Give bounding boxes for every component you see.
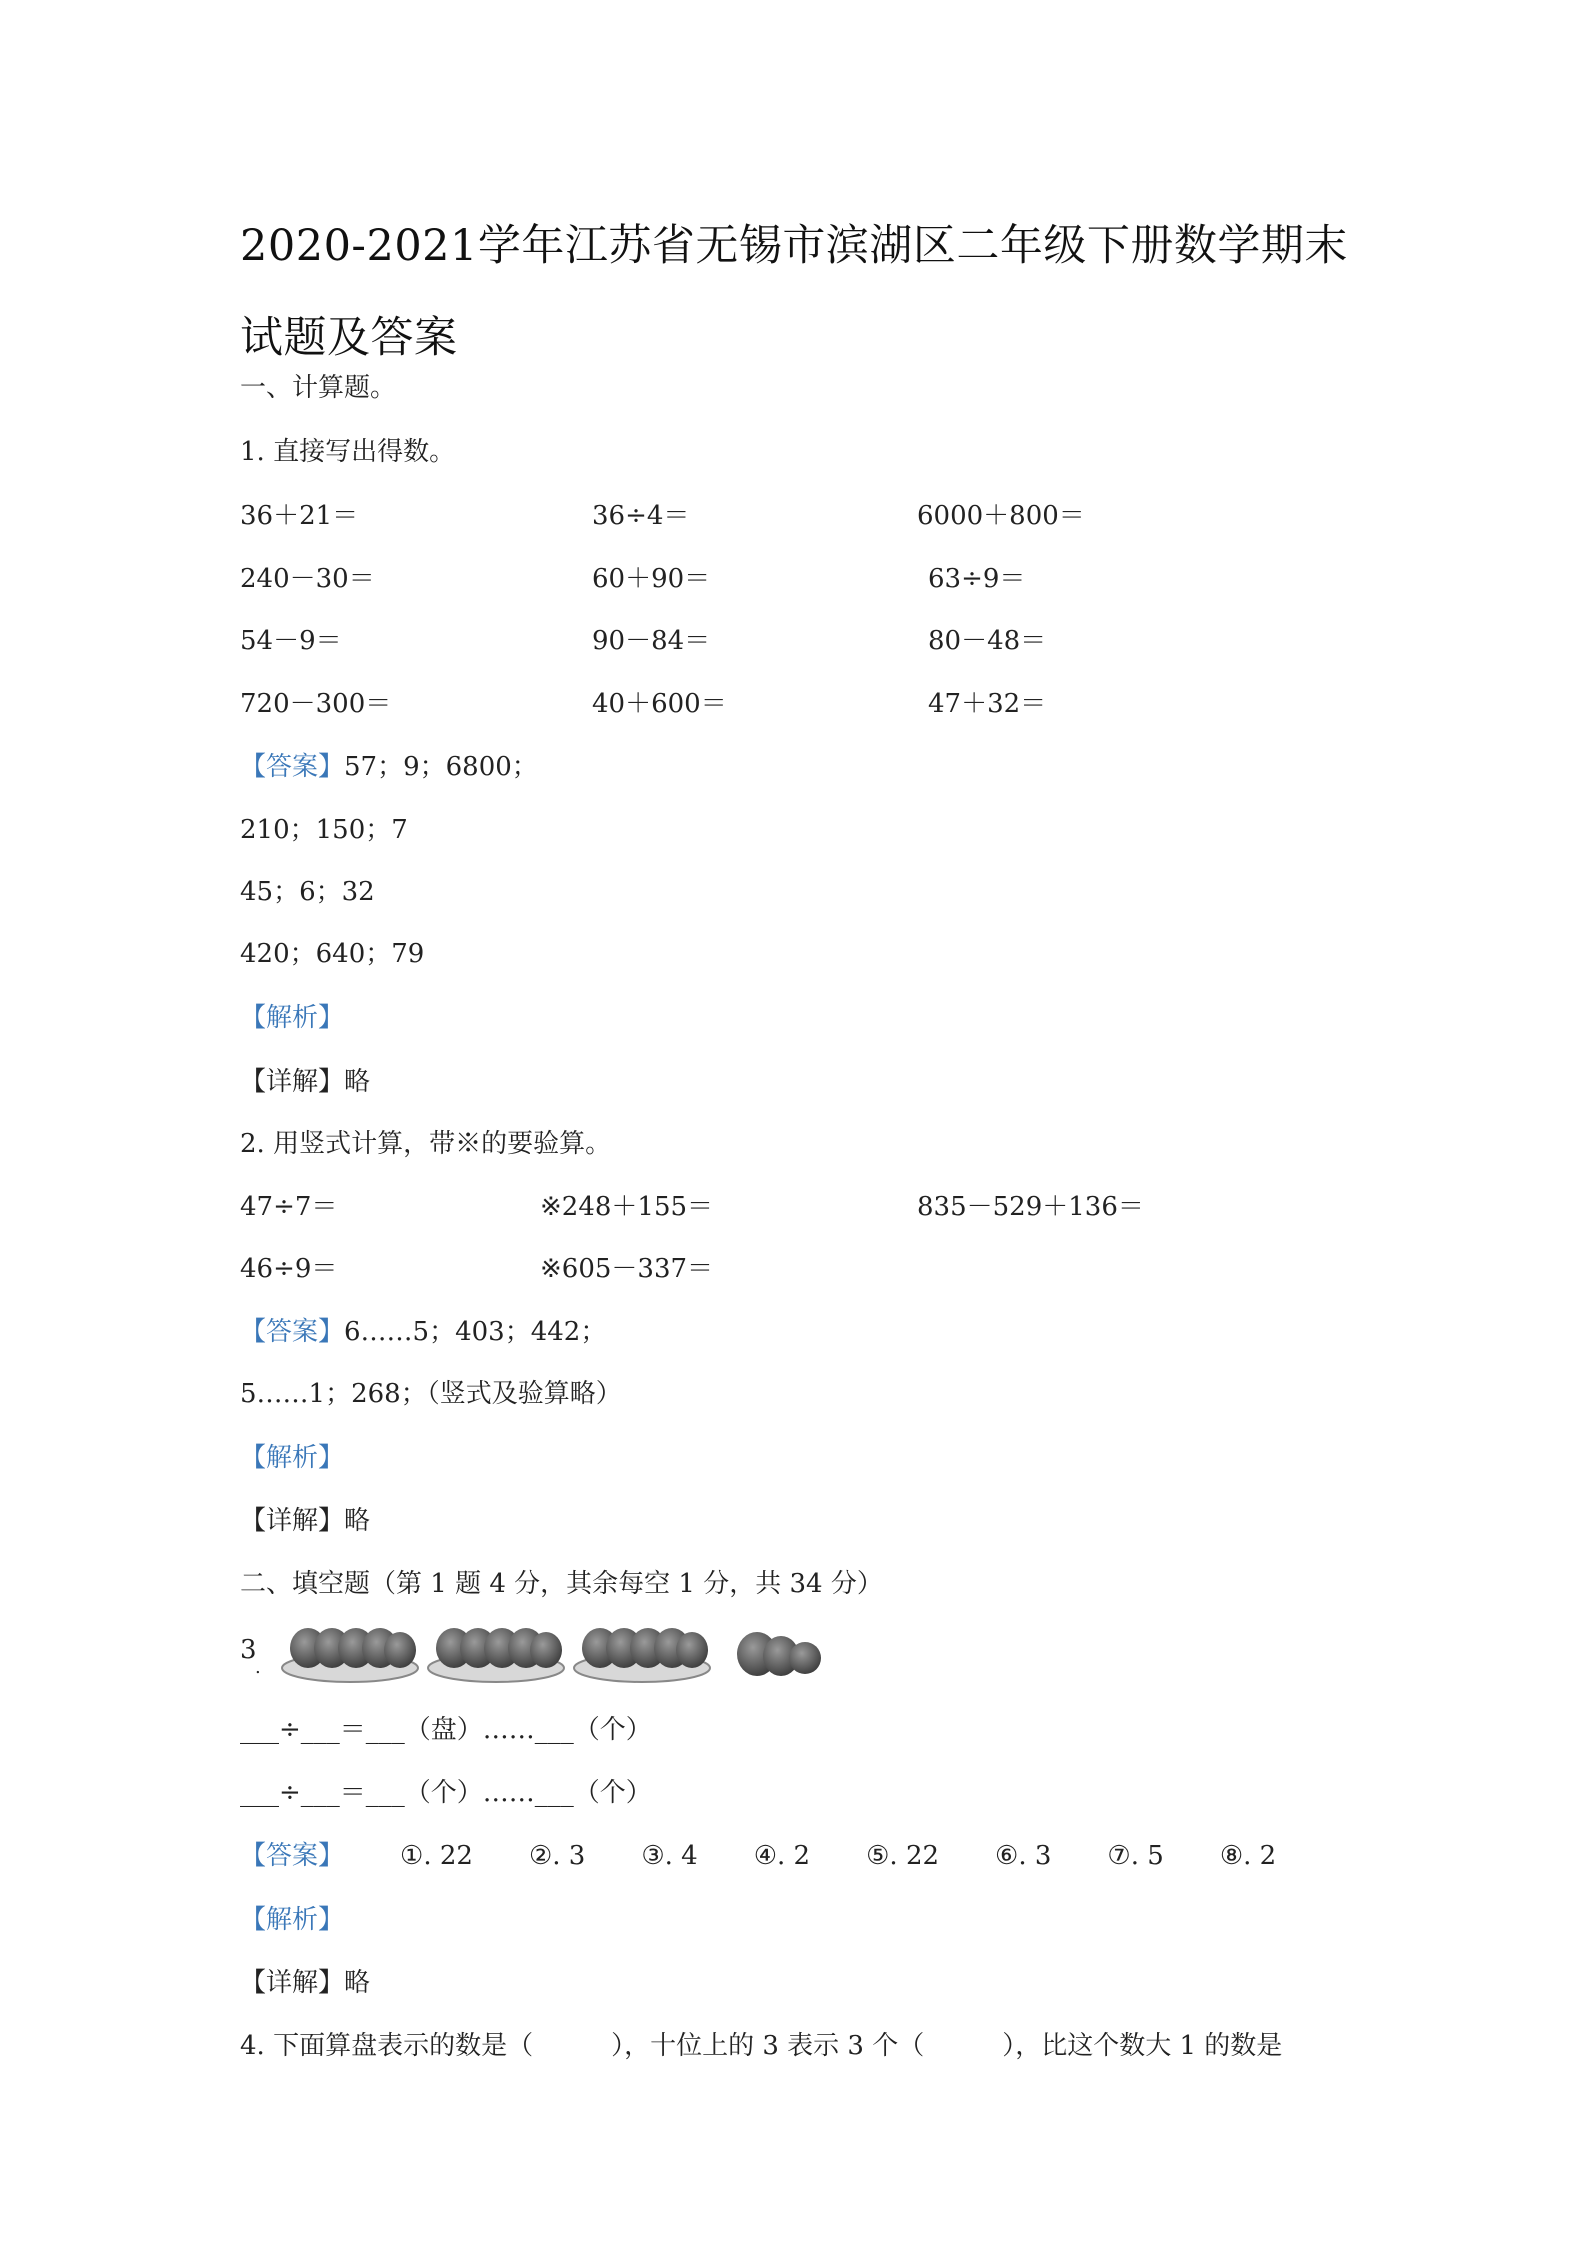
answer-text: 57；9；6800； [344, 752, 538, 782]
q1-item: 80－48＝ [928, 626, 1047, 656]
q2-analysis-tag: 【解析】 [240, 1443, 345, 1473]
q2-item: 46÷9＝ [240, 1254, 338, 1284]
answer-item: ⑥. 3 [995, 1841, 1052, 1871]
q2-item: ※248＋155＝ [540, 1192, 714, 1222]
q1-item: 47＋32＝ [928, 689, 1047, 719]
plate-icon [428, 1628, 564, 1682]
q3-fill-line-2: ___÷___＝___（个）……___（个） [240, 1778, 652, 1808]
answer-item: ①. 22 [400, 1841, 473, 1871]
q1-item: 240－30＝ [240, 564, 375, 594]
q3-detail: 【详解】略 [240, 1968, 371, 1998]
q2-item: 835－529＋136＝ [917, 1192, 1144, 1222]
q1-item: 36＋21＝ [240, 501, 359, 531]
answer-item: ⑧. 2 [1219, 1841, 1277, 1871]
q3-answer [240, 1838, 1276, 1874]
q1-item: 90－84＝ [592, 626, 711, 656]
plate-icon [282, 1628, 418, 1682]
question-4-stem: 4. 下面算盘表示的数是（ ），十位上的 3 表示 3 个（ ），比这个数大 1 的数是 [240, 2031, 1283, 2061]
answer-item: ③. 4 [641, 1841, 698, 1871]
q1-answer-line: 45；6；32 [240, 877, 375, 907]
answer-item: ⑤. 22 [866, 1841, 940, 1871]
answer-tag: 【答案】 [240, 1841, 345, 1871]
q1-item: 6000＋800＝ [917, 501, 1085, 531]
q2-answer-line: 5……1；268；（竖式及验算略） [240, 1379, 622, 1409]
q2-detail: 【详解】略 [240, 1506, 371, 1536]
q1-item: 40＋600＝ [592, 689, 727, 719]
q1-analysis-tag: 【解析】 [240, 1003, 345, 1033]
answer-item: ⑦. 5 [1107, 1841, 1164, 1871]
q1-answer [240, 749, 538, 785]
loose-fruit-icon [737, 1632, 821, 1676]
question-2-stem: 2. 用竖式计算，带※的要验算。 [240, 1129, 612, 1159]
answer-tag: 【答案】 [240, 752, 345, 782]
q1-detail: 【详解】略 [240, 1067, 371, 1097]
answer-tag: 【答案】 [240, 1317, 345, 1347]
question-3-number: 3 [240, 1635, 257, 1665]
question-1-stem: 1. 直接写出得数。 [240, 437, 456, 467]
answer-item: ②. 3 [528, 1841, 586, 1871]
plates-of-fruit-image [280, 1618, 840, 1690]
section-2-heading: 二、填空题（第 1 题 4 分，其余每空 1 分，共 34 分） [240, 1569, 883, 1599]
q2-answer [240, 1314, 606, 1350]
answer-item: ④. 2 [753, 1841, 811, 1871]
q2-item: 47÷7＝ [240, 1192, 338, 1222]
plate-icon [574, 1628, 710, 1682]
q1-item: 720－300＝ [240, 689, 392, 719]
q1-item: 36÷4＝ [592, 501, 690, 531]
q1-item: 60＋90＝ [592, 564, 711, 594]
q1-answer-line: 420；640；79 [240, 939, 425, 969]
q3-analysis-tag: 【解析】 [240, 1905, 345, 1935]
q1-answer-line: 210；150；7 [240, 815, 408, 845]
q2-item: ※605－337＝ [540, 1254, 714, 1284]
section-1-heading: 一、计算题。 [240, 373, 397, 403]
document-title: 2020-2021学年江苏省无锡市滨湖区二年级下册数学期末试题及答案 [240, 221, 1348, 363]
question-3-dot: . [255, 1657, 261, 1678]
q1-item: 54－9＝ [240, 626, 342, 656]
q1-item: 63÷9＝ [928, 564, 1026, 594]
q3-fill-line-1: ___÷___＝___（盘）……___（个） [240, 1715, 652, 1745]
answer-text: 6……5；403；442； [344, 1317, 607, 1347]
